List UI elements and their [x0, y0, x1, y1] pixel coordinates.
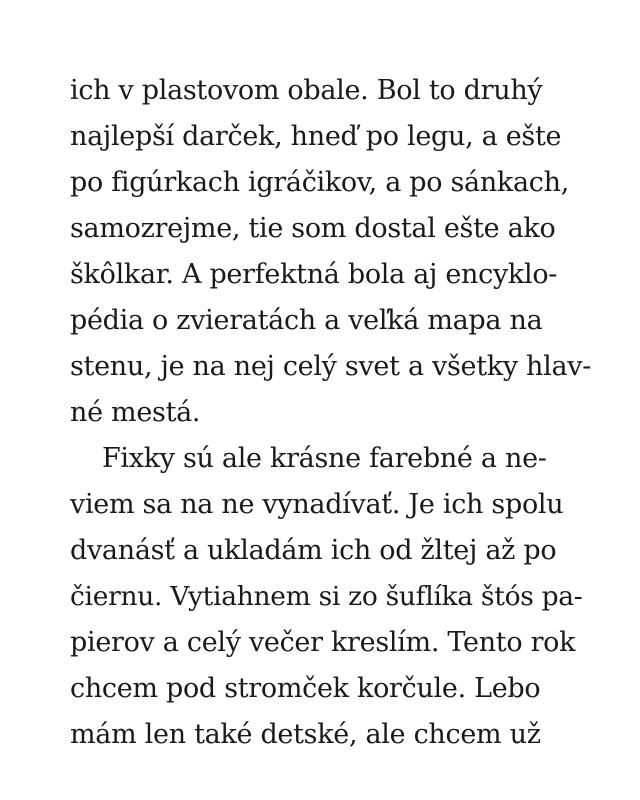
text-line: mám len také detské, ale chcem už [70, 719, 541, 750]
paragraph-1 [70, 68, 590, 436]
text-line: viem sa na ne vynadívať. Je ich spolu [70, 489, 564, 520]
text-line: dvanásť a ukladám ich od žltej až po [70, 535, 557, 566]
text-line: Fixky sú ale krásne farebné a ne- [102, 443, 547, 474]
text-line: né mestá. [70, 397, 201, 428]
text-line: škôlkar. A perfektná bola aj encyklo- [70, 259, 558, 290]
text-line: po figúrkach igráčikov, a po sánkach, [70, 167, 569, 198]
text-line: ich v plastovom obale. Bol to druhý [70, 75, 543, 106]
text-line: najlepší darček, hneď po legu, a ešte [70, 121, 562, 152]
text-line: pierov a celý večer kreslím. Tento rok [70, 627, 576, 658]
paragraph-2 [70, 436, 590, 758]
body-text [70, 68, 590, 758]
text-line: chcem pod stromček korčule. Lebo [70, 673, 541, 704]
text-line: pédia o zvieratách a veľká mapa na [70, 305, 543, 336]
text-line: samozrejme, tie som dostal ešte ako [70, 213, 556, 244]
text-line: čiernu. Vytiahnem si zo šuflíka štós pa- [70, 581, 583, 612]
text-line: stenu, je na nej celý svet a všetky hlav- [70, 351, 592, 382]
